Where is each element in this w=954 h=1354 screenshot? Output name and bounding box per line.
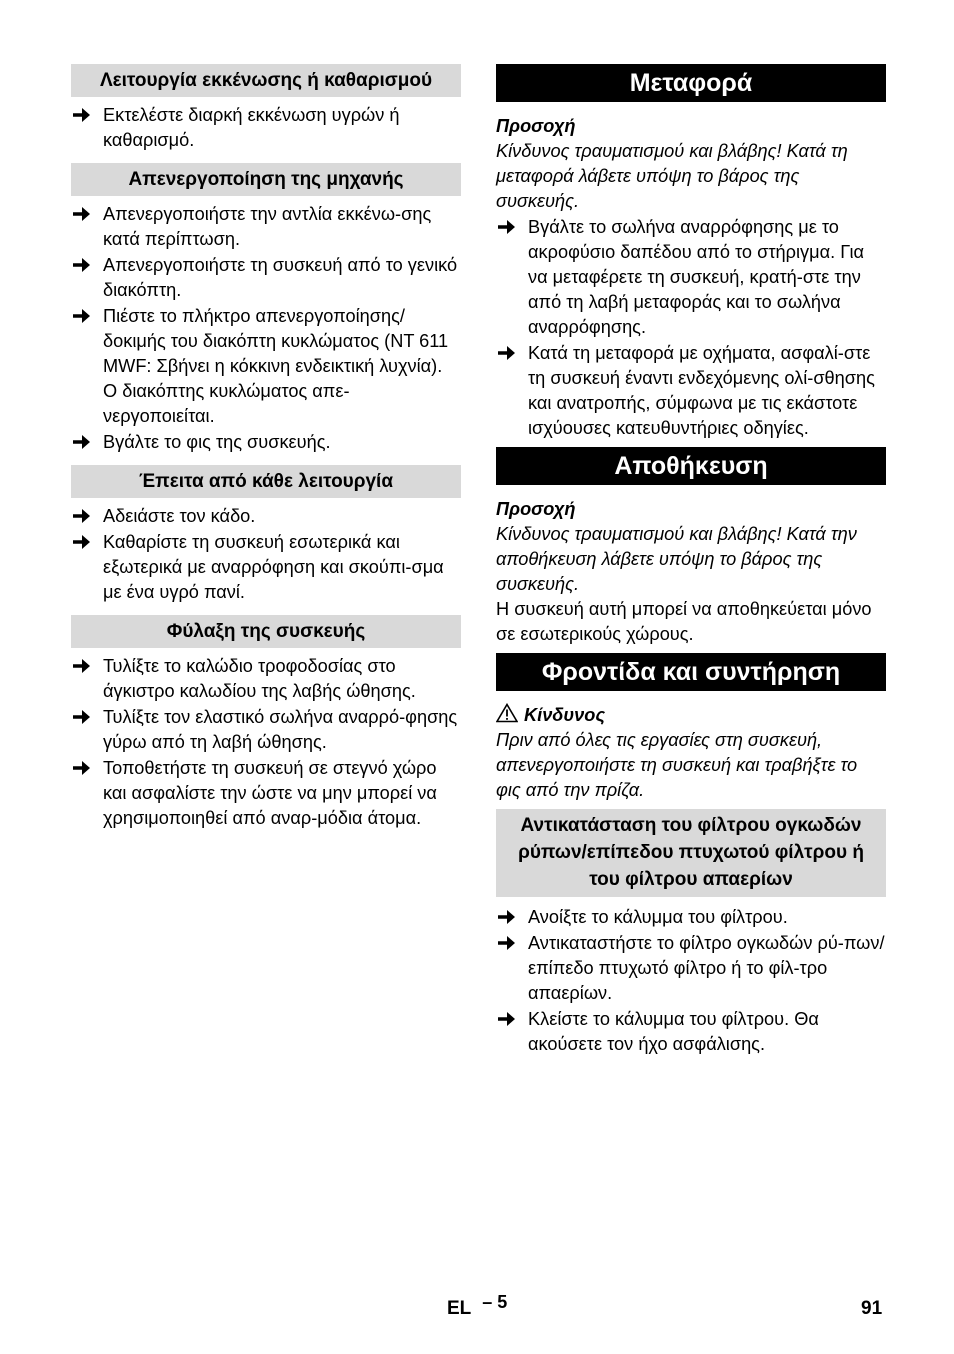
transport-caution-text: Κίνδυνος τραυματισμού και βλάβης! Κατά τη μεταφορά λάβετε υπόψη το βάρος της συσκευής. bbox=[496, 141, 848, 211]
danger-text: Πριν από όλες τις εργασίες στη συσκευή, απενεργοποιήστε τη συσκευή και τραβήξτε το φις από την πρίζα. bbox=[496, 730, 858, 800]
list-item-text: Αντικαταστήστε το φίλτρο ογκωδών ρύ-πων/επίπεδο πτυχωτό φίλτρο ή το φίλ-τρο απαερίων. bbox=[528, 933, 885, 1003]
list-item bbox=[496, 905, 886, 930]
list-shutdown bbox=[71, 202, 461, 455]
arrow-right-icon bbox=[71, 531, 91, 553]
arrow-right-icon bbox=[496, 906, 516, 928]
list-item bbox=[71, 253, 461, 303]
heading-filter-replacement: Αντικατάσταση του φίλτρου ογκωδών ρύπων/επίπεδου πτυχωτού φίλτρου ή του φίλτρου απαερίων bbox=[496, 809, 886, 897]
danger-title: Κίνδυνος bbox=[524, 705, 606, 725]
page-number: 91 bbox=[861, 1298, 883, 1319]
list-item bbox=[496, 215, 886, 340]
list-drain-clean bbox=[71, 103, 461, 153]
heading-care-maintenance: Φροντίδα και συντήρηση bbox=[496, 653, 886, 691]
list-item bbox=[71, 202, 461, 252]
arrow-right-icon bbox=[71, 254, 91, 276]
list-item bbox=[71, 504, 461, 529]
right-column bbox=[496, 64, 886, 1063]
danger-title-row bbox=[496, 703, 886, 728]
list-storage-of-device bbox=[71, 654, 461, 831]
list-item-text: Ανοίξτε το κάλυμμα του φίλτρου. bbox=[528, 907, 788, 927]
list-item-text: Τυλίξτε τον ελαστικό σωλήνα αναρρό-φησης γύρω από τη λαβή ώθησης. bbox=[103, 707, 458, 752]
list-item-text: Τυλίξτε το καλώδιο τροφοδοσίας στο άγκιστρο καλωδίου της λαβής ώθησης. bbox=[103, 656, 416, 701]
arrow-right-icon bbox=[71, 706, 91, 728]
list-item bbox=[71, 654, 461, 704]
arrow-right-icon bbox=[496, 342, 516, 364]
footer-section-page: – 5 bbox=[482, 1292, 508, 1312]
list-filter-replacement bbox=[496, 905, 886, 1057]
list-item bbox=[71, 530, 461, 605]
warning-triangle-icon bbox=[496, 703, 518, 723]
list-after-each-use bbox=[71, 504, 461, 605]
list-item bbox=[71, 705, 461, 755]
arrow-right-icon bbox=[496, 1008, 516, 1030]
list-transport bbox=[496, 215, 886, 441]
arrow-right-icon bbox=[71, 203, 91, 225]
list-item-text: Τοποθετήστε τη συσκευή σε στεγνό χώρο και ασφαλίστε την ώστε να μην μπορεί να χρησιμοποιηθεί από αναρ-μόδια άτομα. bbox=[103, 758, 437, 828]
left-column bbox=[71, 64, 461, 837]
list-item-text: Καθαρίστε τη συσκευή εσωτερικά και εξωτερικά με αναρρόφηση και σκούπι-σμα με ένα υγρό πανί. bbox=[103, 532, 444, 602]
list-item-text: Εκτελέστε διαρκή εκκένωση υγρών ή καθαρισμό. bbox=[103, 105, 400, 150]
arrow-right-icon bbox=[496, 216, 516, 238]
list-item bbox=[496, 341, 886, 441]
list-item bbox=[71, 304, 461, 429]
list-item bbox=[496, 1007, 886, 1057]
list-item-text: Απενεργοποιήστε την αντλία εκκένω-σης κατά περίπτωση. bbox=[103, 204, 432, 249]
arrow-right-icon bbox=[71, 505, 91, 527]
storage-caution-text: Κίνδυνος τραυματισμού και βλάβης! Κατά την αποθήκευση λάβετε υπόψη το βάρος της συσκευής. bbox=[496, 524, 857, 594]
storage-text: Η συσκευή αυτή μπορεί να αποθηκεύεται μόνο σε εσωτερικούς χώρους. bbox=[496, 599, 872, 644]
list-item-text: Πιέστε το πλήκτρο απενεργοποίησης/δοκιμής του διακόπτη κυκλώματος (NT 611 MWF: Σβήνει η κόκκινη ενδεικτική λυχνία). Ο διακόπτης κυκλώματος απε-νεργοποιείται. bbox=[103, 306, 449, 426]
heading-drain-clean: Λειτουργία εκκένωσης ή καθαρισμού bbox=[71, 64, 461, 97]
arrow-right-icon bbox=[496, 932, 516, 954]
arrow-right-icon bbox=[71, 655, 91, 677]
heading-transport: Μεταφορά bbox=[496, 64, 886, 102]
storage-caution-title: Προσοχή bbox=[496, 499, 576, 519]
footer-lang: EL bbox=[447, 1298, 471, 1319]
heading-after-each-use: Έπειτα από κάθε λειτουργία bbox=[71, 465, 461, 498]
arrow-right-icon bbox=[71, 757, 91, 779]
arrow-right-icon bbox=[71, 305, 91, 327]
heading-storage-of-device: Φύλαξη της συσκευής bbox=[71, 615, 461, 648]
arrow-right-icon bbox=[71, 104, 91, 126]
list-item-text: Βγάλτε το σωλήνα αναρρόφησης με το ακροφύσιο δαπέδου από το στήριγμα. Για να μεταφέρετε τη συσκευή, κρατή-στε την από τη λαβή μεταφοράς και το σωλήνα αναρρόφησης. bbox=[528, 217, 864, 337]
list-item-text: Απενεργοποιήστε τη συσκευή από το γενικό διακόπτη. bbox=[103, 255, 458, 300]
list-item-text: Αδειάστε τον κάδο. bbox=[103, 506, 256, 526]
transport-caution-title: Προσοχή bbox=[496, 116, 576, 136]
list-item bbox=[71, 756, 461, 831]
list-item-text: Κατά τη μεταφορά με οχήματα, ασφαλί-στε τη συσκευή έναντι ενδεχόμενης ολί-σθησης και ανατροπής, σύμφωνα με τις εκάστοτε ισχύουσες κατευθυντήριες οδηγίες. bbox=[528, 343, 875, 438]
heading-shutdown: Απενεργοποίηση της μηχανής bbox=[71, 163, 461, 196]
footer-language bbox=[447, 1292, 508, 1321]
list-item bbox=[71, 103, 461, 153]
arrow-right-icon bbox=[71, 431, 91, 453]
list-item bbox=[71, 430, 461, 455]
heading-storage: Αποθήκευση bbox=[496, 447, 886, 485]
list-item-text: Κλείστε το κάλυμμα του φίλτρου. Θα ακούσετε τον ήχο ασφάλισης. bbox=[528, 1009, 819, 1054]
list-item bbox=[496, 931, 886, 1006]
list-item-text: Βγάλτε το φις της συσκευής. bbox=[103, 432, 331, 452]
